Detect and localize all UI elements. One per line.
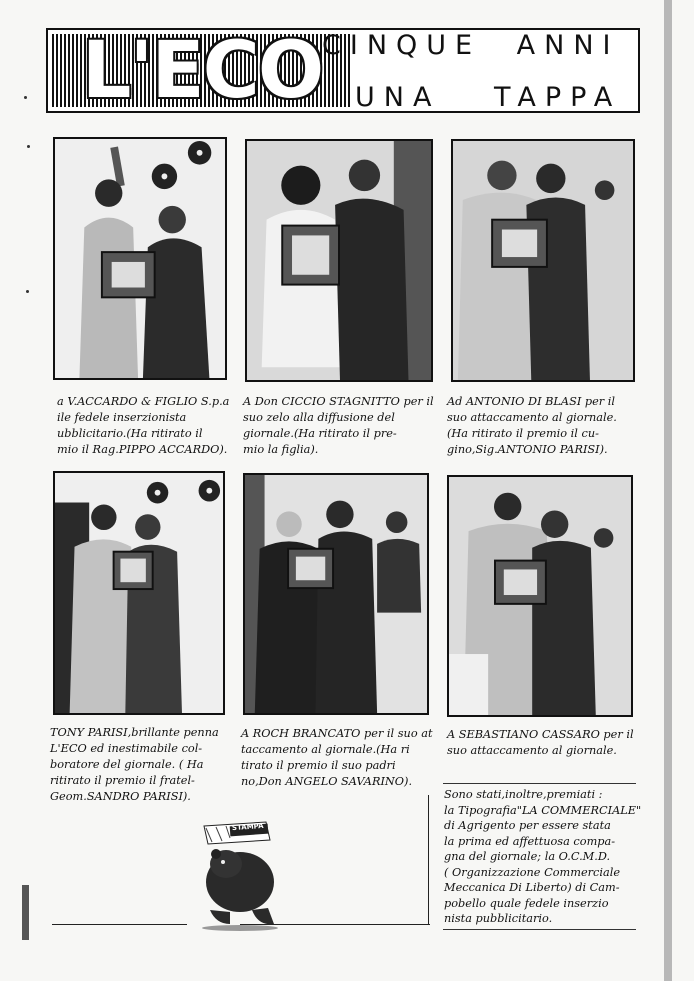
caption-line: a V.ACCARDO & FIGLIO S.p.a bbox=[57, 395, 230, 408]
caption-line: gino,Sig.ANTONIO PARISI). bbox=[447, 443, 608, 456]
speck bbox=[24, 96, 27, 99]
bear-mascot-icon bbox=[196, 820, 288, 932]
caption-brancato bbox=[241, 726, 433, 790]
note-line: la Tipografia"LA COMMERCIALE" bbox=[444, 803, 642, 817]
footer-rule-left bbox=[52, 924, 187, 925]
caption-line: ubblicitario.(Ha ritirato il bbox=[57, 427, 203, 440]
caption-line: Ad ANTONIO DI BLASI per il bbox=[447, 395, 616, 408]
newspaper-logo bbox=[52, 25, 352, 116]
speck bbox=[26, 290, 29, 293]
headline-line-1: CINQUE ANNI bbox=[322, 30, 620, 61]
additional-awards-note bbox=[444, 787, 640, 927]
caption-line: A ROCH BRANCATO per il suo at bbox=[241, 727, 433, 740]
binding-mark bbox=[22, 885, 29, 940]
caption-line: boratore del giornale. ( Ha bbox=[50, 758, 204, 771]
column-divider bbox=[428, 795, 429, 925]
note-line: ( Organizzazione Commerciale bbox=[444, 865, 621, 879]
caption-line: suo attaccamento al giornale. bbox=[447, 744, 617, 757]
photo-award-cassaro bbox=[447, 475, 633, 717]
caption-line: no,Don ANGELO SAVARINO). bbox=[241, 775, 413, 788]
note-line: pobello quale fedele inserzio bbox=[444, 896, 609, 910]
note-bottom-rule bbox=[443, 929, 636, 930]
note-line: gna del giornale; la O.C.M.D. bbox=[444, 850, 611, 863]
headline-line-2: UNA TAPPA bbox=[355, 82, 622, 113]
page-edge-shadow bbox=[664, 0, 672, 981]
note-line: la prima ed affettuosa compa- bbox=[444, 834, 616, 848]
note-line: di Agrigento per essere stata bbox=[444, 819, 611, 832]
logo-text: L'ECO bbox=[81, 25, 323, 116]
note-top-rule bbox=[443, 783, 636, 784]
photo-award-parisi bbox=[53, 471, 225, 715]
note-line: Sono stati,inoltre,premiati : bbox=[444, 788, 603, 801]
caption-accardo bbox=[57, 394, 229, 458]
speck bbox=[27, 145, 30, 148]
photo-award-brancato bbox=[243, 473, 429, 715]
mascot-flag-text: STAMPA bbox=[231, 821, 264, 833]
caption-line: suo zelo alla diffusione del bbox=[243, 411, 395, 424]
caption-di-blasi bbox=[447, 394, 617, 458]
caption-cassaro bbox=[447, 727, 634, 759]
photo-award-accardo bbox=[53, 137, 227, 380]
caption-line: suo attaccamento al giornale. bbox=[447, 411, 617, 424]
caption-line: Geom.SANDRO PARISI). bbox=[50, 790, 191, 803]
caption-line: tirato il premio il suo padri bbox=[241, 759, 396, 772]
caption-line: A SEBASTIANO CASSARO per il bbox=[447, 728, 634, 741]
note-line: Meccanica Di Liberto) di Cam- bbox=[444, 881, 620, 894]
caption-line: ritirato il premio il fratel- bbox=[50, 774, 195, 787]
caption-line: mio il Rag.PIPPO ACCARDO). bbox=[57, 443, 228, 456]
photo-award-stagnitto bbox=[245, 139, 433, 382]
note-line: nista pubblicitario. bbox=[444, 912, 553, 925]
caption-line: mio la figlia). bbox=[243, 443, 319, 456]
caption-line: ile fedele inserzionista bbox=[57, 411, 187, 424]
caption-parisi bbox=[50, 725, 219, 805]
caption-stagnitto bbox=[243, 394, 434, 458]
caption-line: taccamento al giornale.(Ha ri bbox=[241, 743, 410, 756]
caption-line: A Don CICCIO STAGNITTO per il bbox=[243, 395, 434, 408]
caption-line: TONY PARISI,brillante penna bbox=[50, 726, 219, 739]
caption-line: (Ha ritirato il premio il cu- bbox=[447, 427, 599, 440]
caption-line: giornale.(Ha ritirato il pre- bbox=[243, 427, 397, 440]
caption-line: L'ECO ed inestimabile col- bbox=[50, 742, 203, 755]
photo-award-di-blasi bbox=[451, 139, 635, 382]
